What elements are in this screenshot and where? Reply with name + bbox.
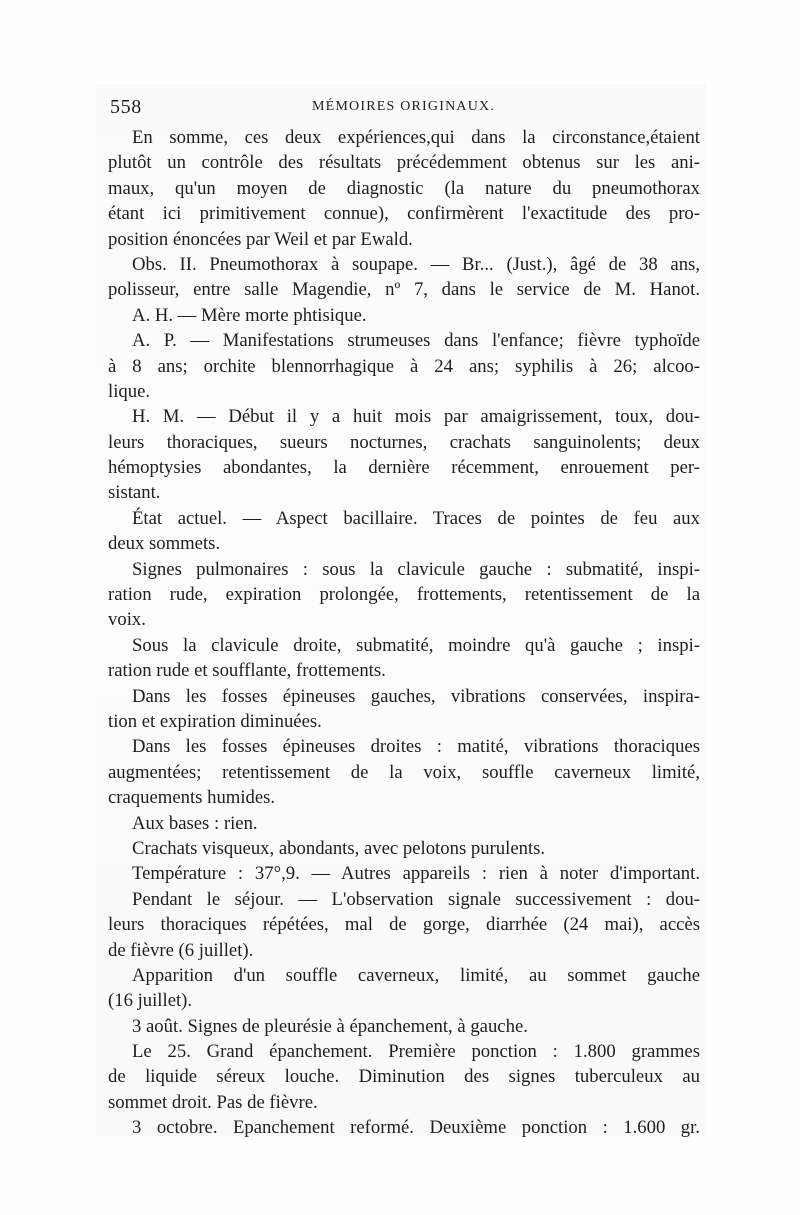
text-line: Obs. II. Pneumothorax à soupape. — Br... (Just.), âgé de 38 ans, [132,253,700,275]
text-line: Signes pulmonaires : sous la clavicule gauche : submatité, inspi- [132,558,700,580]
text-line: En somme, ces deux expériences,qui dans la circonstance,étaient [132,127,700,148]
text-line: hémoptysies abondantes, la dernière récemment, enrouement per- [108,457,700,479]
text-line: État actuel. — Aspect bacillaire. Traces de pointes de feu aux [132,507,700,529]
text-line: 3 août. Signes de pleurésie à épanchement, à gauche. [132,1015,528,1037]
text-line: polisseur, entre salle Magendie, nº 7, dans le service de M. Hanot. [108,279,700,301]
text-line: leurs thoraciques, sueurs nocturnes, crachats sanguinolents; deux [108,431,700,453]
text-line: deux sommets. [108,533,221,555]
text-line: étant ici primitivement connue), confirmèrent l'exactitude des pro- [108,203,700,225]
text-line: à 8 ans; orchite blennorrhagique à 24 ans; syphilis à 26; alcoo- [108,355,700,377]
text-line: Dans les fosses épineuses gauches, vibrations conservées, inspira- [132,685,700,707]
text-line: Apparition d'un souffle caverneux, limité, au sommet gauche [132,964,700,986]
text-line: ration rude et soufflante, frottements. [108,660,386,682]
text-line: plutôt un contrôle des résultats précédemment obtenus sur les ani- [108,152,700,174]
page-number: 558 [110,96,142,118]
text-line: craquements humides. [108,787,276,809]
text-line: ration rude, expiration prolongée, frottements, retentissement de la [108,584,700,606]
text-line: A. H. — Mère morte phtisique. [132,304,367,326]
text-line: Aux bases : rien. [132,812,258,834]
text-line: Dans les fosses épineuses droites : matité, vibrations thoraciques [132,736,700,758]
text-line: sistant. [108,482,161,504]
text-line: maux, qu'un moyen de diagnostic (la nature du pneumothorax [108,177,700,199]
page-header [110,96,700,124]
text-line: lique. [108,380,151,402]
text-line: leurs thoraciques répétées, mal de gorge, diarrhée (24 mai), accès [108,914,700,936]
text-line: voix. [108,609,146,631]
text-line: sommet droit. Pas de fièvre. [108,1091,318,1113]
body-text [108,125,700,1141]
text-line: Pendant le séjour. — L'observation signale successivement : dou- [132,888,700,910]
text-line: augmentées; retentissement de la voix, souffle caverneux limité, [108,761,700,783]
text-line: tion et expiration diminuées. [108,710,322,732]
text-line: A. P. — Manifestations strumeuses dans l'enfance; fièvre typhoïde [132,330,700,352]
text-line: de fièvre (6 juillet). [108,939,254,961]
text-line: Le 25. Grand épanchement. Première ponction : 1.800 grammes [132,1041,700,1063]
text-line: 3 octobre. Epanchement reformé. Deuxième ponction : 1.600 gr. [132,1117,700,1139]
running-title: MÉMOIRES ORIGINAUX. [312,99,496,114]
text-line: Température : 37°,9. — Autres appareils : rien à noter d'important. [132,863,700,885]
text-line: Sous la clavicule droite, submatité, moindre qu'à gauche ; inspi- [132,634,700,656]
text-line: Crachats visqueux, abondants, avec pelotons purulents. [132,837,546,859]
text-line: (16 juillet). [108,990,193,1012]
text-line: H. M. — Début il y a huit mois par amaigrissement, toux, dou- [132,406,700,428]
text-line: de liquide séreux louche. Diminution des signes tuberculeux au [108,1066,700,1088]
text-line: position énoncées par Weil et par Ewald. [108,228,413,250]
